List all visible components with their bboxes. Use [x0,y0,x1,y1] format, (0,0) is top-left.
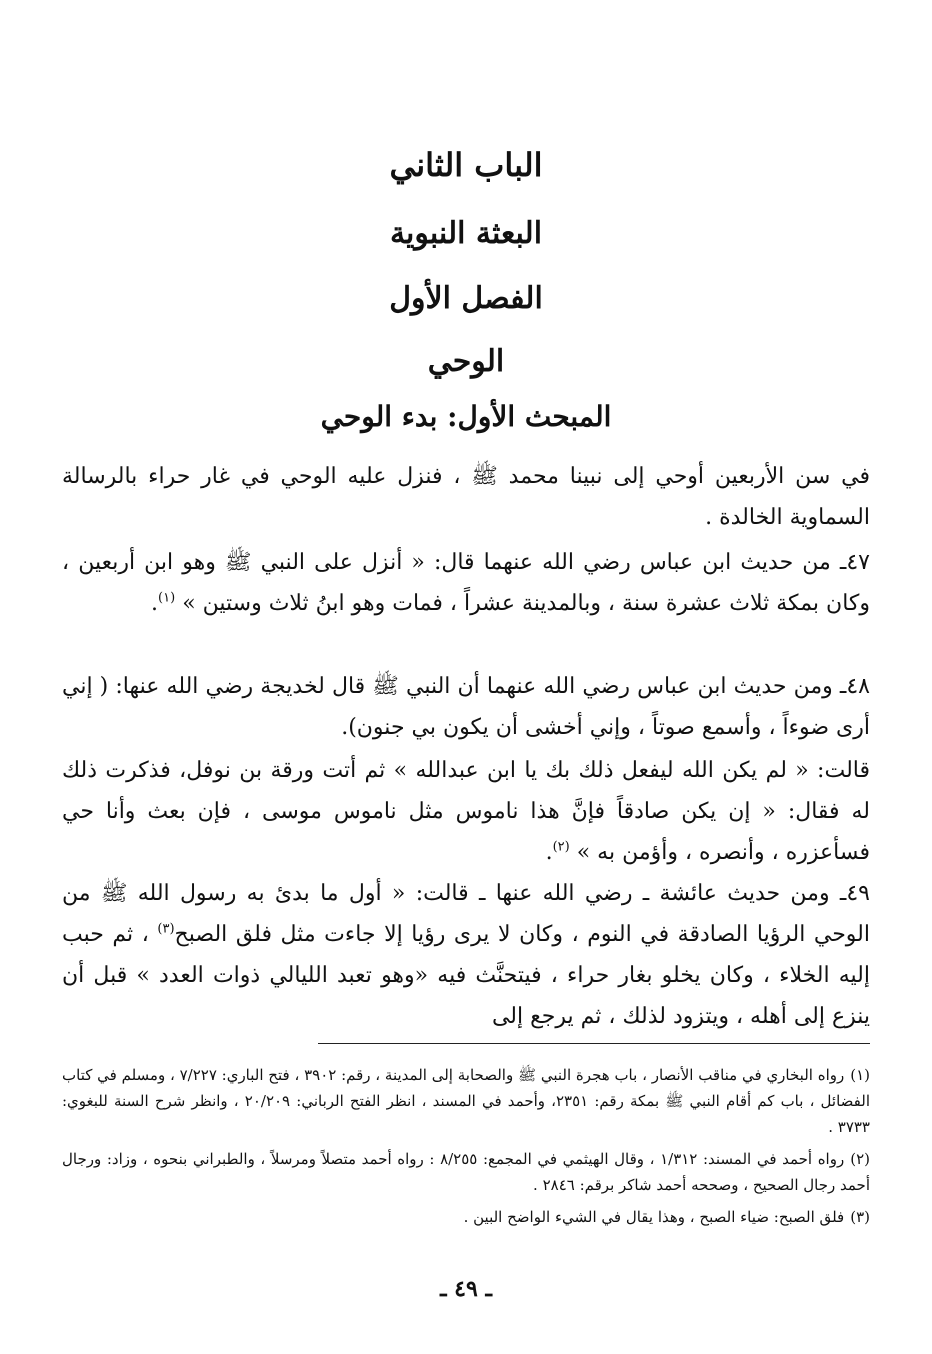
paragraph-text [62,873,870,1037]
footnote-2 [62,1146,870,1198]
chapter-heading: الفصل الأول [389,281,543,316]
title-heading: البعثة النبوية [389,216,543,251]
footnote-number: (١) [850,1066,871,1084]
page-number: ـ ٤٩ ـ [440,1276,492,1302]
footnotes [62,1062,870,1236]
paragraph-text: ٤٨ـ ومن حديث ابن عباس رضي الله عنهما أن النبي ﷺ قال لخديجة رضي الله عنها: ( إني أرى ضوءاً ، وأسمع صوتاً ، وإني أخشى أن يكون بي جنون). [62,674,870,740]
paragraph-text: قالت: « لم يكن الله ليفعل ذلك بك يا ابن عبدالله » ثم أتت ورقة بن نوفل، فذكرت ذلك له فقال: « إن يكن صادقاً فإنَّ هذا ناموس مثل ناموس موسى ، فإن بعث وأنا حي فسأعزره ، وأنصره ، وأؤمن به » $^{(٢)}$. [62,758,870,865]
topic-heading: الوحي [427,344,505,379]
footnote-1 [62,1062,870,1140]
part-heading: الباب الثاني [389,146,543,184]
footnote-3 [62,1204,870,1230]
footnote-text: رواه البخاري في مناقب الأنصار ، باب هجرة النبي ﷺ والصحابة إلى المدينة ، رقم: ٣٩٠٢ ، فتح الباري: ٧/٢٢٧ ، ومسلم في كتاب الفضائل ، باب كم أقام النبي ﷺ بمكة رقم: ٢٣٥١، وأحمد في المسند ، انظر الفتح الرباني: ٢٠/٢٠٩ ، وانظر شرح السنة للبغوي: ٣٧٣٣ . [62,1066,870,1136]
footnote-ref-2[interactable]: (٢) [552,839,570,855]
paragraph-text: في سن الأربعين أوحي إلى نبينا محمد ﷺ ، فنزل عليه الوحي في غار حراء بالرسالة السماوية الخالدة . [62,464,870,530]
hadith-48-paragraph [62,666,870,748]
footnote-divider [318,1043,870,1044]
footnote-text: رواه أحمد في المسند: ١/٣١٢ ، وقال الهيثمي في المجمع: ٨/٢٥٥ : رواه أحمد متصلاً ومرسلاً ، والطبراني بنحوه ، وزاد: ورجال أحمد رجال الصحيح ، وصححه أحمد شاكر برقم: ٢٨٤٦ . [62,1150,870,1194]
footnote-text: فلق الصبح: ضياء الصبح ، وهذا يقال في الشيء الواضح البين . [463,1208,845,1226]
hadith-48-continuation [62,750,870,873]
paragraph-text: ٤٧ـ من حديث ابن عباس رضي الله عنهما قال: « أنزل على النبي ﷺ وهو ابن أربعين ، وكان بمكة ثلاث عشرة سنة ، وبالمدينة عشراً ، فمات وهو ابنُ ثلاث وستين » $^{(١)}$. [62,550,870,616]
hadith-47-paragraph [62,542,870,624]
footnote-number: (٢) [850,1150,870,1168]
hadith-49-paragraph [62,873,870,1037]
paragraph-text-span: ، ثم حبب إليه الخلاء ، وكان يخلو بغار حراء ، فيتحنَّث فيه «وهو تعبد الليالي ذوات العدد » قبل أن ينزع إلى أهله ، ويتزود لذلك ، ثم يرجع إلى [62,922,870,1029]
footnote-ref-1[interactable]: (١) [158,590,176,606]
footnote-number: (٣) [850,1208,870,1226]
paragraph-text-span: قالت: « لم يكن الله ليفعل ذلك بك يا ابن عبدالله » ثم أتت ورقة بن نوفل، فذكرت ذلك له فقال: « إن يكن صادقاً فإنَّ هذا ناموس مثل ناموس موسى ، فإن بعث وأنا حي فسأعزره ، وأنصره ، وأؤمن به » [62,758,870,865]
section-heading: المبحث الأول: بدء الوحي [320,400,612,433]
intro-paragraph [62,456,870,538]
paragraph-text-span: ٤٩ـ ومن حديث عائشة ـ رضي الله عنها ـ قالت: « أول ما بدئ به رسول الله ﷺ من الوحي الرؤيا الصادقة في النوم ، وكان لا يرى رؤيا إلا جاءت مثل فلق الصبح [62,881,870,947]
footnote-ref-3[interactable]: (٣) [157,921,175,937]
paragraph-text-span: ٤٧ـ من حديث ابن عباس رضي الله عنهما قال: « أنزل على النبي ﷺ وهو ابن أربعين ، وكان بمكة ثلاث عشرة سنة ، وبالمدينة عشراً ، فمات وهو ابنُ ثلاث وستين » [62,550,870,616]
